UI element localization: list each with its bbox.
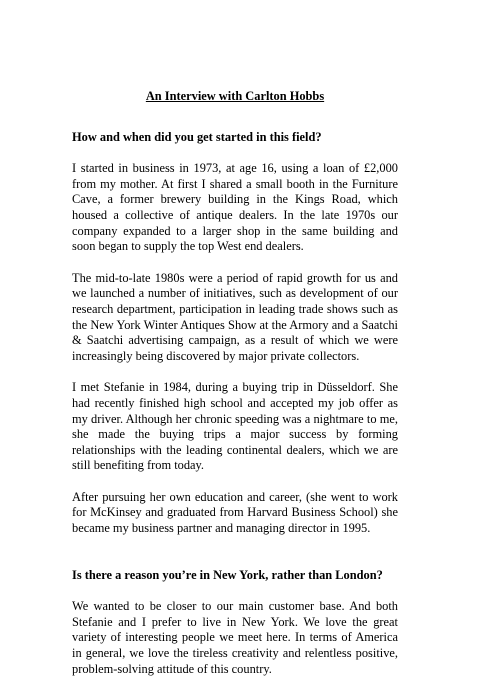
document-title: An Interview with Carlton Hobbs bbox=[145, 89, 325, 103]
question-2: Is there a reason you’re in New York, rather than London? bbox=[72, 567, 383, 582]
answer-1-paragraph-4: After pursuing her own education and career, (she went to work for McKinsey and graduated from Harvard Business School) she became my business partner and managing director in 1995. bbox=[72, 489, 398, 536]
answer-1-paragraph-1: I started in business in 1973, at age 16, using a loan of £2,000 from my mother. At first I shared a small booth in the Furniture Cave, a former brewery building in the Kings Road, which housed a collective of antique dealers. In the late 1970s our company expanded to a larger shop in the same building and soon began to supply the top West end dealers. bbox=[72, 161, 398, 254]
question-1: How and when did you get started in this field? bbox=[72, 129, 322, 144]
answer-1-paragraph-2: The mid-to-late 1980s were a period of rapid growth for us and we launched a number of initiatives, such as development of our research department, participation in leading trade shows such as the New York Winter Antiques Show at the Armory and a Saatchi & Saatchi advertising campaign, as a result of which we were increasingly being discovered by major private collectors. bbox=[72, 270, 398, 363]
answer-1-paragraph-3: I met Stefanie in 1984, during a buying trip in Düsseldorf. She had recently finished high school and accepted my job offer as my driver. Although her chronic speeding was a nightmare to me, she made the buying trips a major success by forming relationships with the leading continental dealers, which we are still benefiting from today. bbox=[72, 380, 398, 473]
answer-2-paragraph-1: We wanted to be closer to our main customer base. And both Stefanie and I prefer to live in New York. We love the great variety of interesting people we meet here. In terms of America in general, we love the tireless creativity and relentless positive, problem-solving attitude of this country. bbox=[72, 599, 398, 676]
